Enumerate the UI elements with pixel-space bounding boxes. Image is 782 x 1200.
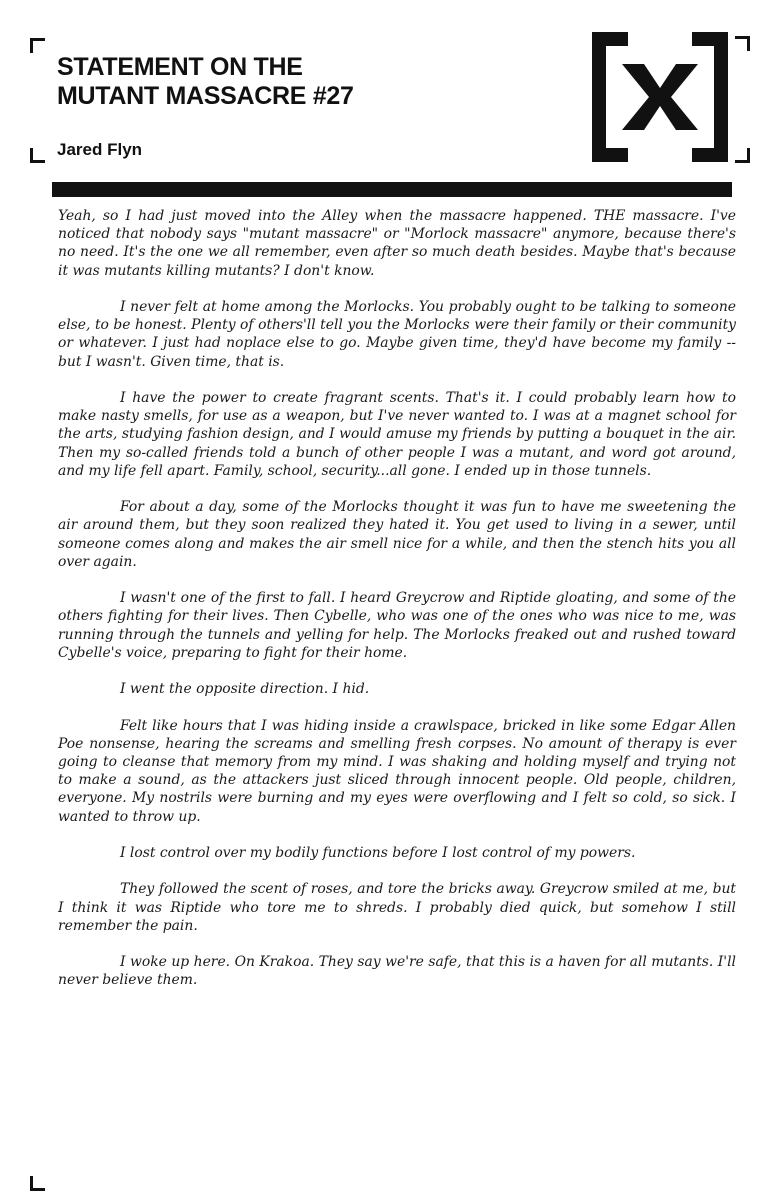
- page-title-line-1: STATEMENT ON THE: [57, 53, 303, 81]
- statement-paragraph-8: I lost control over my bodily functions before I lost control of my powers.: [120, 845, 636, 861]
- header-divider-bar: [52, 182, 732, 197]
- statement-paragraph-3: I have the power to create fragrant scents. That's it. I could probably learn how to make nasty smells, for use as a weapon, but I've never wanted to. I was at a magnet school for the arts, studying fashion design, and I would amuse my friends by putting a bouquet in the air. Then my so-called friends told a bunch of other people I was a mutant, and word got around, and my life fell apart. Family, school, security...all gone. I ended up in those tunnels.: [58, 390, 736, 479]
- corner-bracket-bottom-left: [30, 148, 45, 163]
- x-bracket-logo-icon: [592, 32, 728, 162]
- statement-paragraph-9: They followed the scent of roses, and tore the bricks away. Greycrow smiled at me, but I think it was Riptide who tore me to shreds. I probably died quick, but somehow I still remember the pain.: [58, 881, 736, 934]
- statement-paragraph-2: I never felt at home among the Morlocks. You probably ought to be talking to someone else, to be honest. Plenty of others'll tell you the Morlocks were their family or their community or whatever. I just had noplace else to go. Maybe given time, they'd have become my family -- but I wasn't. Given time, that is.: [58, 299, 736, 370]
- statement-paragraph-6: I went the opposite direction. I hid.: [120, 681, 370, 698]
- page-title: [57, 53, 557, 111]
- statement-paragraph-7: Felt like hours that I was hiding inside a crawlspace, bricked in like some Edgar Allen Poe nonsense, hearing the screams and smelling fresh corpses. No amount of therapy is ever going to cleanse that memory from my mind. I was shaking and holding myself and trying not to make a sound, as the attackers just sliced through innocent people. Old people, children, everyone. My nostrils were burning and my eyes were overflowing and I felt so cold, so sick. I wanted to throw up.: [58, 717, 736, 825]
- statement-paragraph-4: For about a day, some of the Morlocks thought it was fun to have me sweetening the air around them, but they soon realized they hated it. You get used to living in a sewer, until someone comes along and makes the air smell nice for a while, and then the stench hits you all over again.: [58, 499, 736, 570]
- corner-bracket-bottom-right: [735, 148, 750, 163]
- statement-paragraph-1: Yeah, so I had just moved into the Alley when the massacre happened. THE massacre. I've noticed that nobody says "mutant massacre" or "Morlock massacre" anymore, because there's no need. It's the one we all remember, even after so much death besides. Maybe that's because it was mutants killing mutants? I don't know.: [58, 208, 736, 279]
- page-title-line-2: MUTANT MASSACRE #27: [57, 82, 354, 110]
- corner-bracket-top-left: [30, 38, 45, 53]
- statement-paragraph-10: I woke up here. On Krakoa. They say we're safe, that this is a haven for all mutants. I'll never believe them.: [58, 954, 736, 989]
- statement-body: [58, 207, 736, 1008]
- statement-paragraph-5: I wasn't one of the first to fall. I heard Greycrow and Riptide gloating, and some of the others fighting for their lives. Then Cybelle, who was one of the ones who was nice to me, was running through the tunnels and yelling for help. The Morlocks freaked out and rushed toward Cybelle's voice, preparing to fight for their home.: [58, 590, 736, 661]
- corner-bracket-page-bottom: [30, 1176, 45, 1191]
- author-name: Jared Flyn: [57, 140, 143, 159]
- corner-bracket-top-right: [735, 36, 750, 51]
